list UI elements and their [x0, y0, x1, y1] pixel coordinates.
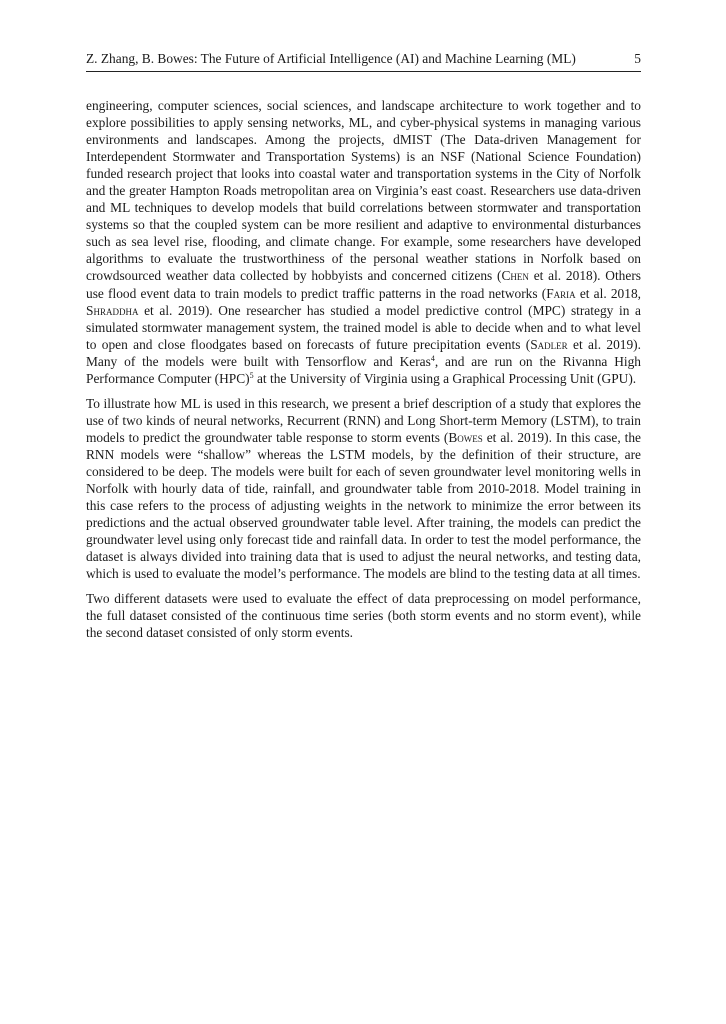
body-text [86, 97, 641, 649]
text-run: , and are run on the Rivanna High Performance Computer (HPC) [86, 353, 641, 386]
text-run: et al. 2019). One researcher has studied a model predictive control (MPC) strategy in a simulated stormwater management system, the trained model is able to decide when and to what level to open and close floodgates based on forecasts of future precipitation events ( [86, 302, 641, 352]
running-title: Z. Zhang, B. Bowes: The Future of Artificial Intelligence (AI) and Machine Learning (ML) [86, 51, 576, 66]
text-run: at the University of Virginia using a Graphical Processing Unit (GPU). [253, 370, 637, 386]
footnote-marker[interactable]: 5 [249, 370, 254, 380]
running-header [86, 50, 641, 72]
citation-author: Shraddha [86, 302, 139, 318]
citation-author: Sadler [530, 336, 568, 352]
citation-author: Bowes [448, 429, 483, 445]
text-run: et al. 2018). Others use flood event data to train models to predict traffic patterns in the road networks ( [86, 268, 641, 301]
text-run: et al. 2019). In this case, the RNN models were “shallow” whereas the LSTM models, by the definition of their structure, are considered to be deep. The models were built for each of seven groundwater level monitoring wells in Norfolk with hourly data of tide, rainfall, and groundwater table from 2010-2018. Model training in this case refers to the process of adjusting weights in the network to minimize the error between its predictions and the actual observed groundwater table level. After training, the models can predict the groundwater level using only forecast tide and rainfall data. In order to test the model performance, the dataset is always divided into training data that is used to adjust the neural networks, and testing data, which is used to evaluate the model’s performance. The models are blind to the testing data at all times. [86, 429, 641, 582]
page-number: 5 [634, 51, 641, 66]
text-run: et al. 2019). Many of the models were built with Tensorflow and Keras [86, 336, 641, 369]
text-run: engineering, computer sciences, social sciences, and landscape architecture to work together and to explore possibilities to apply sensing networks, ML, and cyber-physical systems in managing various environments and landscapes. Among the projects, dMIST (The Data-driven Management for Interdependent Stormwater and Transportation Systems) is an NSF (National Science Foundation) funded research project that looks into coastal water and transportation systems in the City of Norfolk and the greater Hampton Roads metropolitan area on Virginia’s east coast. Researchers use data-driven and ML techniques to develop models that build correlations between stormwater and transportation systems so that the coupled system can be more resilient and adaptive to environmental disturbances such as sea level rise, flooding, and climate change. For example, some researchers have developed algorithms to evaluate the trustworthiness of the personal weather stations in Norfolk based on crowdsourced weather data collected by hobbyists and concerned citizens ( [86, 98, 641, 284]
text-run: et al. 2018, [575, 285, 641, 301]
citation-author: Chen [501, 268, 529, 284]
paragraph-datasets: Two different datasets were used to evaluate the effect of data preprocessing on model performance, the full dataset consisted of the continuous time series (both storm events and no storm event), while the second dataset consisted of only storm events. [86, 591, 641, 641]
paragraph-ml-study [86, 395, 641, 583]
paragraph-dmist [86, 97, 641, 387]
text-run: To illustrate how ML is used in this research, we present a brief description of a study that explores the use of two kinds of neural networks, Recurrent (RNN) and Long Short-term Memory (LSTM), to train models to predict the groundwater table response to storm events ( [86, 395, 641, 445]
citation-author: Faria [546, 285, 576, 301]
footnote-marker[interactable]: 4 [430, 353, 435, 363]
